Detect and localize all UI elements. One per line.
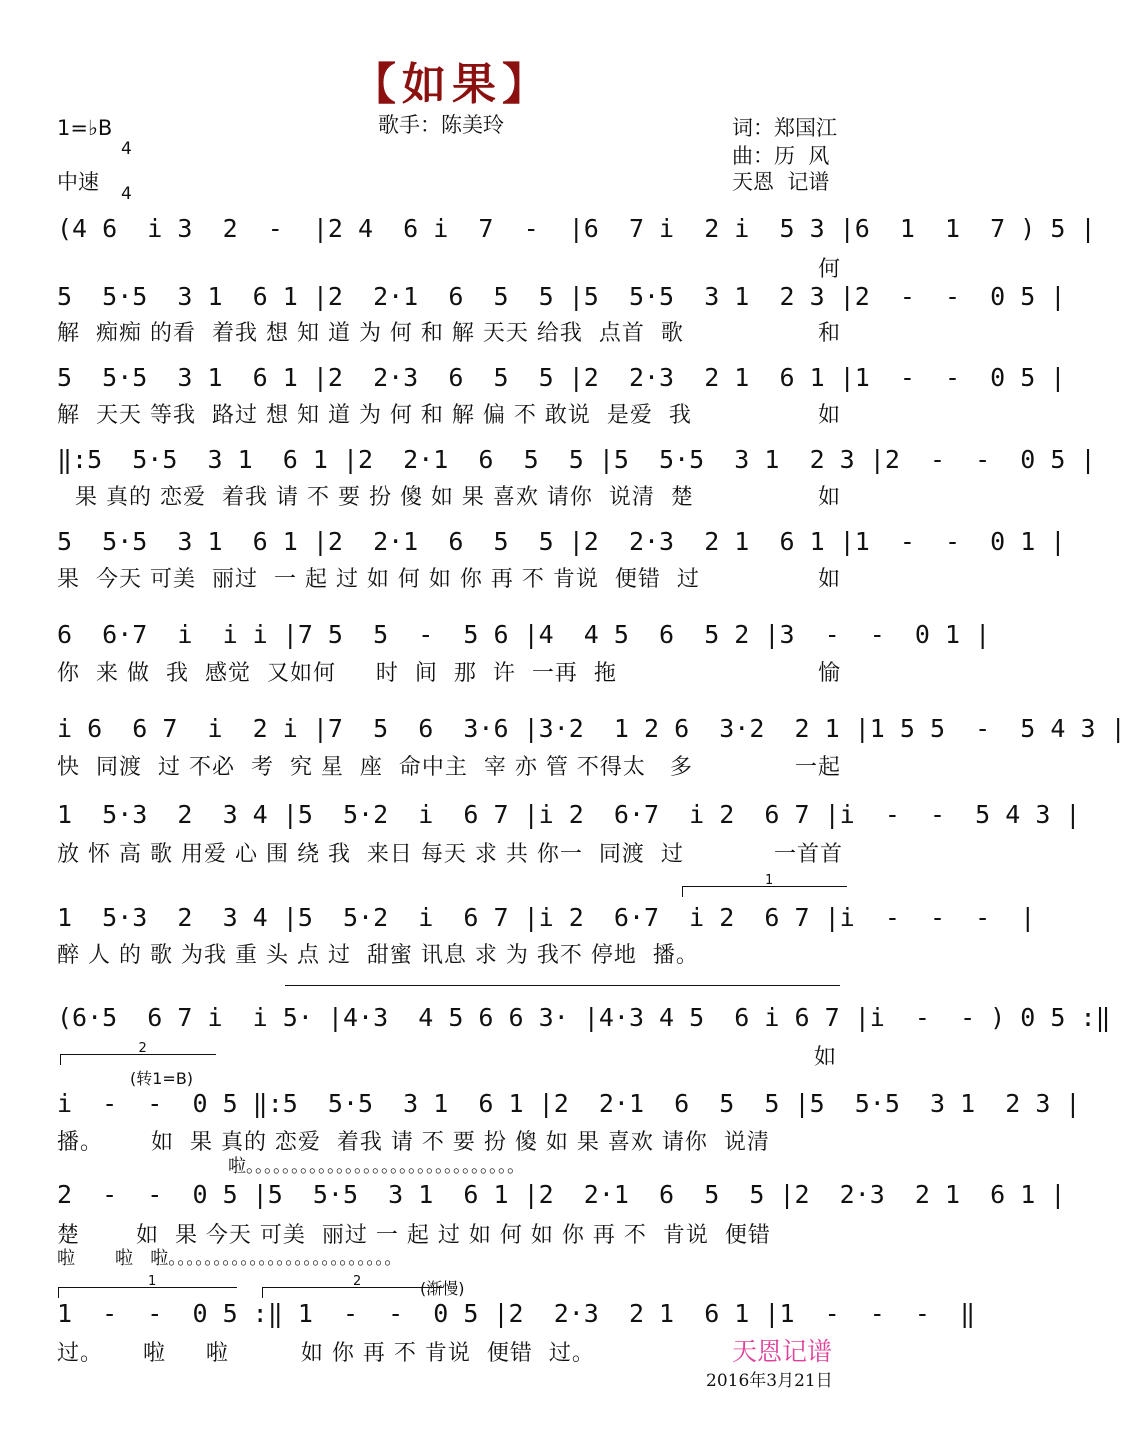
lyric-line: 解 天天 等我 路过 想 知 道 为 何 和 解 偏 不 敢说 是爱 我 [57,403,692,428]
lyric-line: 如 [814,1045,838,1070]
lyric-line: 果 真的 恋爱 着我 请 不 要 扮 傻 如 果 喜欢 请你 说清 楚 [75,485,694,510]
transpose-mark: (转1=B) [130,1069,194,1088]
time-sig-bottom: 4 [121,184,132,204]
lyric-line: 过。 啦 啦 如 你 再 不 肯说 便错 过。 [57,1341,595,1366]
singer: 歌手：陈美玲 [378,113,504,137]
lyric-line: 一起 [795,755,842,780]
watermark-stamp: 天恩记谱 [732,1337,833,1366]
volta-2-final-label: 2 [353,1274,362,1289]
date: 2016年3月21日 [706,1371,833,1391]
volta-bracket-1-final [58,1274,237,1298]
lyric-line: 一首首 [774,842,844,867]
lyric-line: 和 [818,321,842,346]
time-sig-top: 4 [121,139,132,159]
lyric-line: 楚 如 果 今天 可美 丽过 一 起 过 如 何 如 你 再 不 肯说 便错 [57,1223,771,1248]
lyric-line: 你 来 做 我 感觉 又如何 时 间 那 许 一再 拖 [57,661,617,686]
lyric-line: 果 今天 可美 丽过 一 起 过 如 何 如 你 再 不 肯说 便错 过 [57,567,700,592]
lyric-line: 啦。。。。。。。。。。。。。。。。。。。。。。。。。。。。。。 [228,1156,525,1177]
volta-bracket-2 [60,1041,216,1065]
volta-bracket-1 [682,873,847,897]
lyric-line: 醉 人 的 歌 为我 重 头 点 过 甜蜜 讯息 求 为 我不 停地 播。 [57,943,699,968]
lyric-line: 愉 [818,661,842,686]
notation-row: ‖:5 5·5 3 1 6 1 |2 2·1 6 5 5 |5 5·5 3 1 2 3 |2 - - 0 5 | [57,445,1096,474]
tempo: 中速 [57,170,99,194]
notation-row: 5 5·5 3 1 6 1 |2 2·1 6 5 5 |5 5·5 3 1 2 3 |2 - - 0 5 | [57,282,1066,311]
lyric-line: 解 痴痴 的看 着我 想 知 道 为 何 和 解 天天 给我 点首 歌 [57,321,684,346]
lyric-line: 放 怀 高 歌 用爱 心 围 绕 我 来日 每天 求 共 你一 同渡 过 [57,842,684,867]
lyric-line: 啦 啦 啦。。。。。。。。。。。。。。。。。。。。。。。。。 [57,1248,403,1269]
lyric-line: 何 [818,257,842,282]
volta-1-label: 1 [765,873,774,888]
notation-row: 5 5·5 3 1 6 1 |2 2·1 6 5 5 |2 2·3 2 1 6 1 |1 - - 0 1 | [57,527,1066,556]
key-signature: 1=♭B [57,116,113,140]
notation-row: (6·5 6 7 i i 5· |4·3 4 5 6 6 3· |4·3 4 5 6 i 6 7 |i - - ) 0 5 :‖ [57,1003,1111,1032]
notation-row: i 6 6 7 i 2 i |7 5 6 3·6 |3·2 1 2 6 3·2 2 1 |1 5 5 - 5 4 3 | [57,714,1126,743]
composer: 曲：历 风 [732,144,830,168]
time-signature [121,112,132,217]
notation-row: 1 - - 0 5 :‖ 1 - - 0 5 |2 2·3 2 1 6 1 |1 - - - ‖ [57,1299,976,1328]
lyric-line: 播。 如 果 真的 恋爱 着我 请 不 要 扮 傻 如 果 喜欢 请你 说清 [57,1130,770,1155]
notation-row: i - - 0 5 ‖:5 5·5 3 1 6 1 |2 2·1 6 5 5 |5 5·5 3 1 2 3 | [57,1089,1081,1118]
lyric-line: 快 同渡 过 不必 考 究 星 座 命中主 宰 亦 管 不得太 多 [57,755,693,780]
lyricist: 词：郑国江 [732,116,837,140]
song-title: 【如果】 [352,59,552,110]
notation-row: 1 5·3 2 3 4 |5 5·2 i 6 7 |i 2 6·7 i 2 6 7 |i - - 5 4 3 | [57,800,1081,829]
notation-row: 2 - - 0 5 |5 5·5 3 1 6 1 |2 2·1 6 5 5 |2 2·3 2 1 6 1 | [57,1180,1066,1209]
notation-row: 5 5·5 3 1 6 1 |2 2·3 6 5 5 |2 2·3 2 1 6 1 |1 - - 0 5 | [57,363,1066,392]
notation-row: 1 5·3 2 3 4 |5 5·2 i 6 7 |i 2 6·7 i 2 6 7 |i - - - | [57,903,1036,932]
tie-line [285,985,840,986]
lyric-line: 如 [818,403,842,428]
volta-2-label: 2 [138,1041,147,1056]
notation-row: (4 6 i 3 2 - |2 4 6 i 7 - |6 7 i 2 i 5 3 |6 1 1 7 ) 5 | [57,214,1096,243]
transcriber: 天恩 记谱 [732,170,830,194]
lyric-line: 如 [818,485,842,510]
ritardando-mark: (渐慢) [420,1279,465,1298]
notation-row: 6 6·7 i i i |7 5 5 - 5 6 |4 4 5 6 5 2 |3 - - 0 1 | [57,620,991,649]
volta-1-final-label: 1 [148,1274,157,1289]
lyric-line: 如 [818,567,842,592]
